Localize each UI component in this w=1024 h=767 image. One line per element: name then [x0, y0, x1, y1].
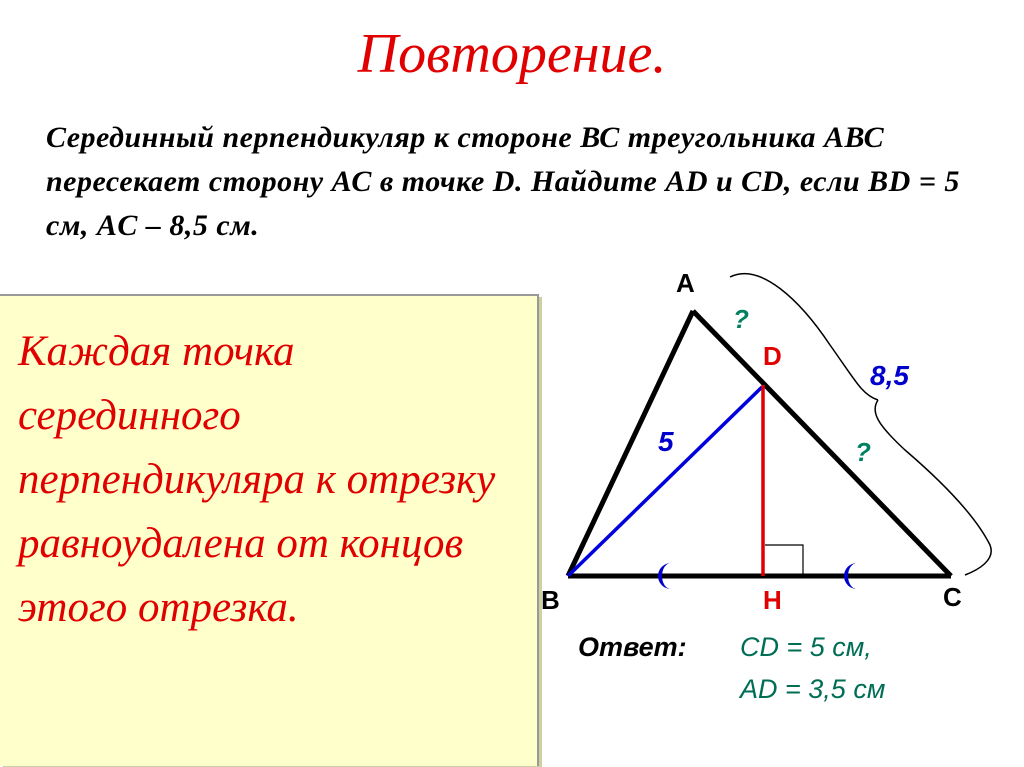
side-ab: [568, 311, 693, 576]
right-angle-mark: [765, 545, 803, 574]
vertex-label-a: A: [676, 268, 695, 298]
point-label-h: H: [763, 585, 782, 615]
vertex-label-b: B: [541, 585, 560, 615]
side-ac: [693, 311, 951, 576]
answer-ad: AD = 3,5 см: [740, 674, 886, 704]
vertex-label-c: C: [943, 582, 962, 612]
ad-unknown-mark: ?: [733, 304, 749, 334]
dc-unknown-mark: ?: [855, 437, 871, 467]
ac-brace: [730, 274, 991, 575]
bd-length-label: 5: [658, 426, 674, 457]
rule-text: Каждая точка серединного перпендикуляра к отрезку равноудалена от концов этого отрезка.: [18, 328, 496, 631]
segment-bd: [568, 387, 762, 576]
ac-length-label: 8,5: [870, 360, 909, 391]
point-label-d: D: [763, 341, 782, 371]
answer-cd: CD = 5 см,: [740, 632, 872, 662]
answer-label: Ответ:: [578, 632, 687, 662]
slide-title: Повторение.: [357, 23, 667, 85]
problem-statement: Серединный перпендикуляр к стороне ВС треугольника АВС пересекает сторону АС в точке D. Найдите АD и CD, если BD = 5 см, AC – 8,5 см.: [46, 121, 960, 242]
